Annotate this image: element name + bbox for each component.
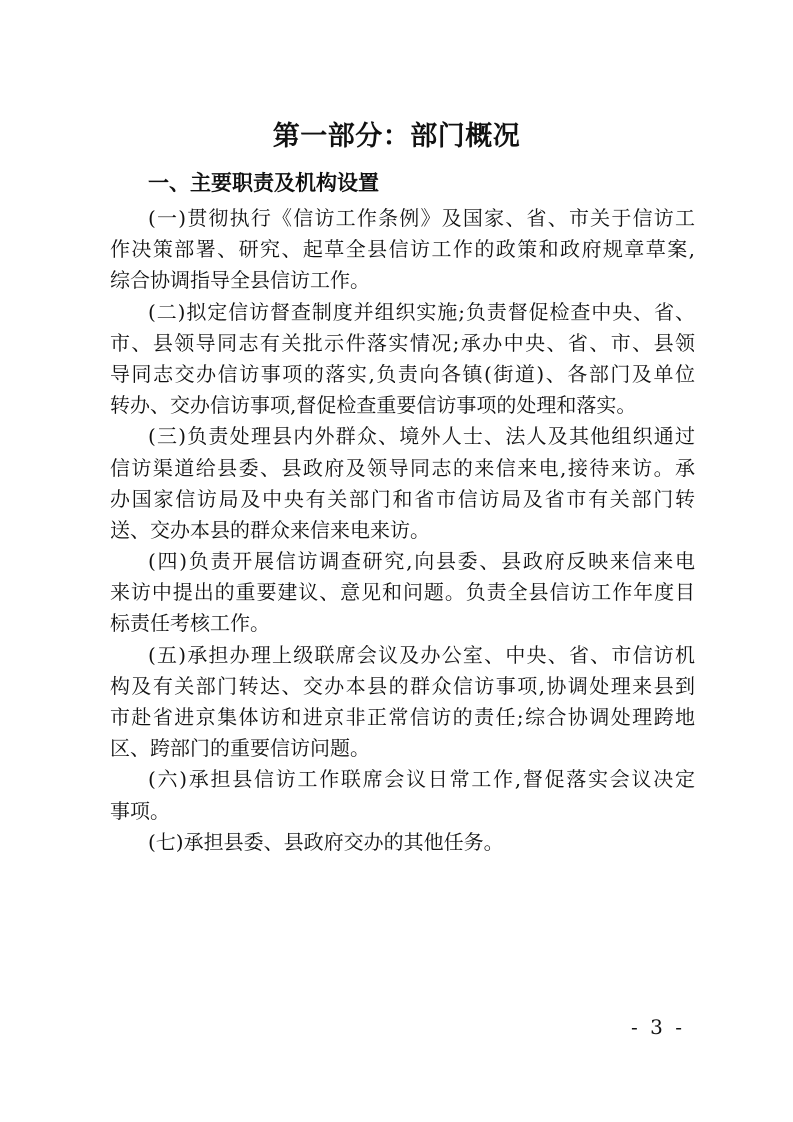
paragraph-line: (七)承担县委、县政府交办的其他任务。 <box>148 829 504 854</box>
paragraph-line: 构及有关部门转达、交办本县的群众信访事项,协调处理来县到 <box>110 673 695 698</box>
paragraph-line: 送、交办本县的群众来信来电来访。 <box>110 517 430 542</box>
paragraph-5 <box>110 640 695 765</box>
page-title: 第一部分：部门概况 <box>272 121 521 152</box>
paragraph-4 <box>110 546 695 640</box>
paragraph-line: (四)负责开展信访调查研究,向县委、县政府反映来信来电 <box>148 549 695 574</box>
paragraph-line: 转办、交办信访事项,督促检查重要信访事项的处理和落实。 <box>110 393 637 418</box>
paragraph-line: 标责任考核工作。 <box>110 611 270 636</box>
paragraph-line: 市赴省进京集体访和进京非正常信访的责任;综合协调处理跨地 <box>110 705 695 729</box>
paragraph-line: (一)贯彻执行《信访工作条例》及国家、省、市关于信访工 <box>148 206 695 230</box>
document-body <box>110 203 695 858</box>
paragraph-6 <box>110 764 695 826</box>
paragraph-line: 信访渠道给县委、县政府及领导同志的来信来电,接待来访。承 <box>110 455 695 480</box>
paragraph-line: 作决策部署、研究、起草全县信访工作的政策和政府规章草案, <box>110 237 695 262</box>
paragraph-line: (三)负责处理县内外群众、境外人士、法人及其他组织通过 <box>148 424 695 449</box>
section-heading: 一、主要职责及机构设置 <box>148 171 379 195</box>
paragraph-line: 综合协调指导全县信访工作。 <box>110 268 370 293</box>
paragraph-line: 市、县领导同志有关批示件落实情况;承办中央、省、市、县领 <box>110 330 695 355</box>
paragraph-line: 来访中提出的重要建议、意见和问题。负责全县信访工作年度目 <box>110 580 695 605</box>
paragraph-line: 导同志交办信访事项的落实,负责向各镇(街道)、各部门及单位 <box>110 361 695 386</box>
paragraph-7 <box>110 827 695 858</box>
paragraph-2 <box>110 297 695 422</box>
paragraph-line: 办国家信访局及中央有关部门和省市信访局及省市有关部门转 <box>110 486 695 511</box>
page-number: - 3 - <box>631 1015 685 1039</box>
paragraph-3 <box>110 421 695 546</box>
paragraph-line: (二)拟定信访督查制度并组织实施;负责督促检查中央、省、 <box>148 299 695 324</box>
paragraph-line: (五)承担办理上级联席会议及办公室、中央、省、市信访机 <box>148 642 695 667</box>
paragraph-line: (六)承担县信访工作联席会议日常工作,督促落实会议决定 <box>148 767 695 792</box>
paragraph-line: 区、跨部门的重要信访问题。 <box>110 736 370 761</box>
paragraph-1 <box>110 203 695 297</box>
paragraph-line: 事项。 <box>110 798 170 823</box>
